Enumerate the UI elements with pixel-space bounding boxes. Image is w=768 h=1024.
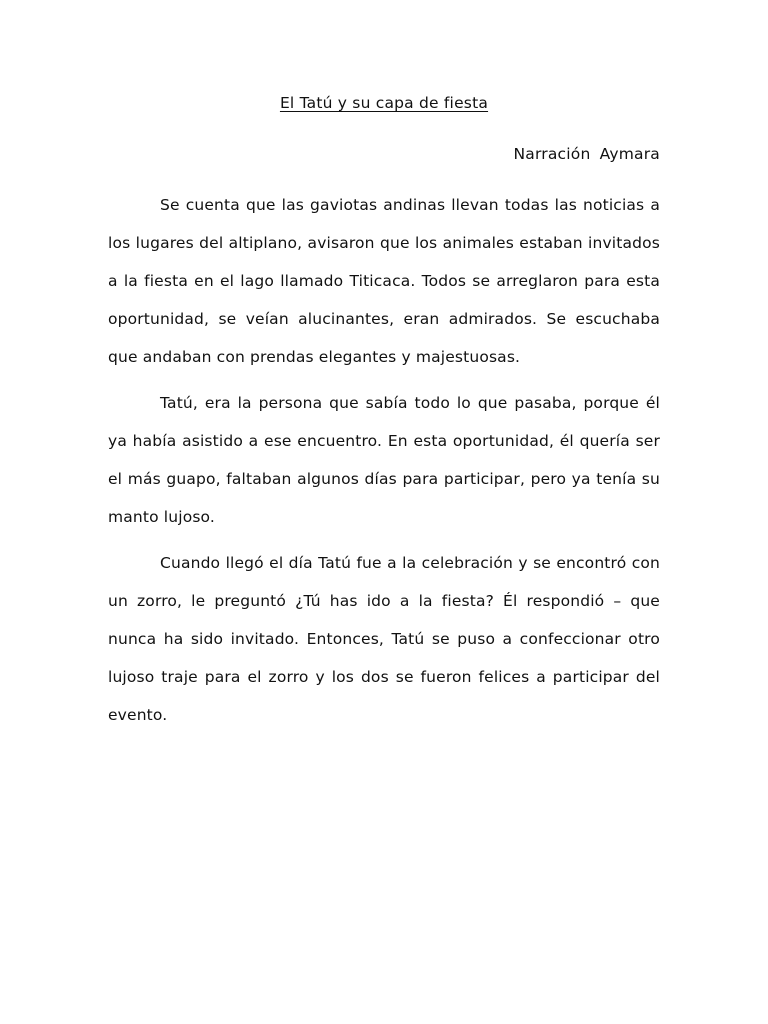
document-body xyxy=(108,186,660,742)
paragraph-3: Cuando llegó el día Tatú fue a la celebración y se encontró con un zorro, le preguntó ¿Tú has ido a la fiesta? Él respondió – que nunca ha sido invitado. Entonces, Tatú se puso a confeccionar otro lujoso traje para el zorro y los dos se fueron felices a participar del evento. xyxy=(108,554,660,724)
document-title: El Tatú y su capa de fiesta xyxy=(279,94,489,112)
paragraph-1: Se cuenta que las gaviotas andinas llevan todas las noticias a los lugares del altiplano, avisaron que los animales estaban invitados a la fiesta en el lago llamado Titicaca. Todos se arreglaron para esta oportunidad, se veían alucinantes, eran admirados. Se escuchaba que andaban con prendas elegantes y majestuosas. xyxy=(108,196,660,366)
document-subtitle: Narración Aymara xyxy=(513,145,660,163)
paragraph-2: Tatú, era la persona que sabía todo lo que pasaba, porque él ya había asistido a ese encuentro. En esta oportunidad, él quería ser el más guapo, faltaban algunos días para participar, pero ya tenía su manto lujoso. xyxy=(108,394,660,526)
